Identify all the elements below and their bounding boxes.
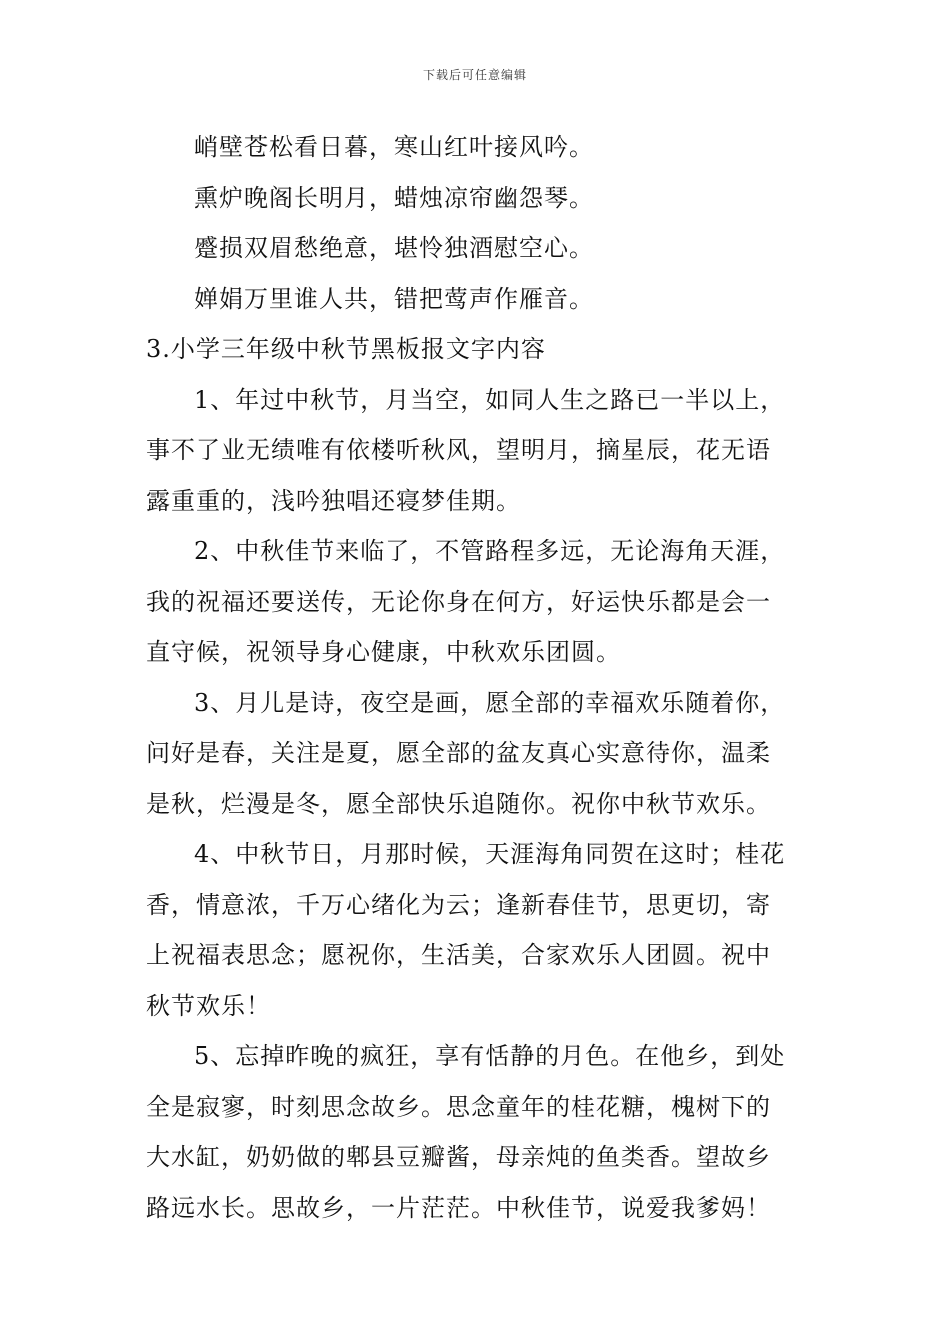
paragraph-4-line-4: 秋节欢乐！: [146, 991, 271, 1020]
paragraph-3-line-1: 3、月儿是诗，夜空是画，愿全部的幸福欢乐随着你，: [194, 688, 786, 717]
paragraph-3-line-3: 是秋，烂漫是冬，愿全部快乐追随你。祝你中秋节欢乐。: [146, 789, 771, 818]
paragraph-4-line-2: 香，情意浓，千万心绪化为云；逢新春佳节，思更切，寄: [146, 890, 771, 919]
poem-line-4: 婵娟万里谁人共，错把莺声作雁音。: [194, 284, 594, 313]
paragraph-1-line-1: 1、年过中秋节，月当空，如同人生之路已一半以上，: [194, 385, 786, 414]
paragraph-3-line-2: 问好是春，关注是夏，愿全部的盆友真心实意待你，温柔: [146, 739, 771, 767]
header-note: 下载后可任意编辑: [422, 68, 527, 82]
paragraph-2-line-3: 直守候，祝领导身心健康，中秋欢乐团圆。: [146, 638, 621, 666]
paragraph-1-line-3: 露重重的，浅吟独唱还寝梦佳期。: [146, 486, 521, 515]
poem-line-3: 蹙损双眉愁绝意，堪怜独酒慰空心。: [194, 234, 594, 262]
paragraph-4-line-3: 上祝福表思念；愿祝你，生活美，合家欢乐人团圆。祝中: [146, 941, 771, 969]
paragraph-2-line-2: 我的祝福还要送传，无论你身在何方，好运快乐都是会一: [146, 587, 771, 616]
paragraph-5-line-3: 大水缸，奶奶做的郫县豆瓣酱，母亲炖的鱼类香。望故乡: [146, 1143, 771, 1171]
paragraph-5-line-1: 5、忘掉昨晚的疯狂，享有恬静的月色。在他乡，到处: [194, 1042, 786, 1070]
paragraph-1-line-2: 事不了业无绩唯有依楼听秋风，望明月，摘星辰，花无语: [146, 436, 771, 464]
paragraph-5-line-4: 路远水长。思故乡，一片茫茫。中秋佳节，说爱我爹妈！: [146, 1193, 771, 1222]
paragraph-2-line-1: 2、中秋佳节来临了，不管路程多远，无论海角天涯，: [194, 537, 786, 565]
paragraph-5-line-2: 全是寂寥，时刻思念故乡。思念童年的桂花糖，槐树下的: [146, 1092, 771, 1121]
section-heading: 3.小学三年级中秋节黑板报文字内容: [146, 335, 546, 363]
paragraph-4-line-1: 4、中秋节日，月那时候，天涯海角同贺在这时；桂花: [194, 840, 786, 868]
poem-line-2: 熏炉晚阁长明月，蜡烛凉帘幽怨琴。: [194, 183, 594, 212]
document-body: [146, 122, 810, 1233]
poem-line-1: 峭壁苍松看日暮，寒山红叶接风吟。: [194, 133, 594, 161]
